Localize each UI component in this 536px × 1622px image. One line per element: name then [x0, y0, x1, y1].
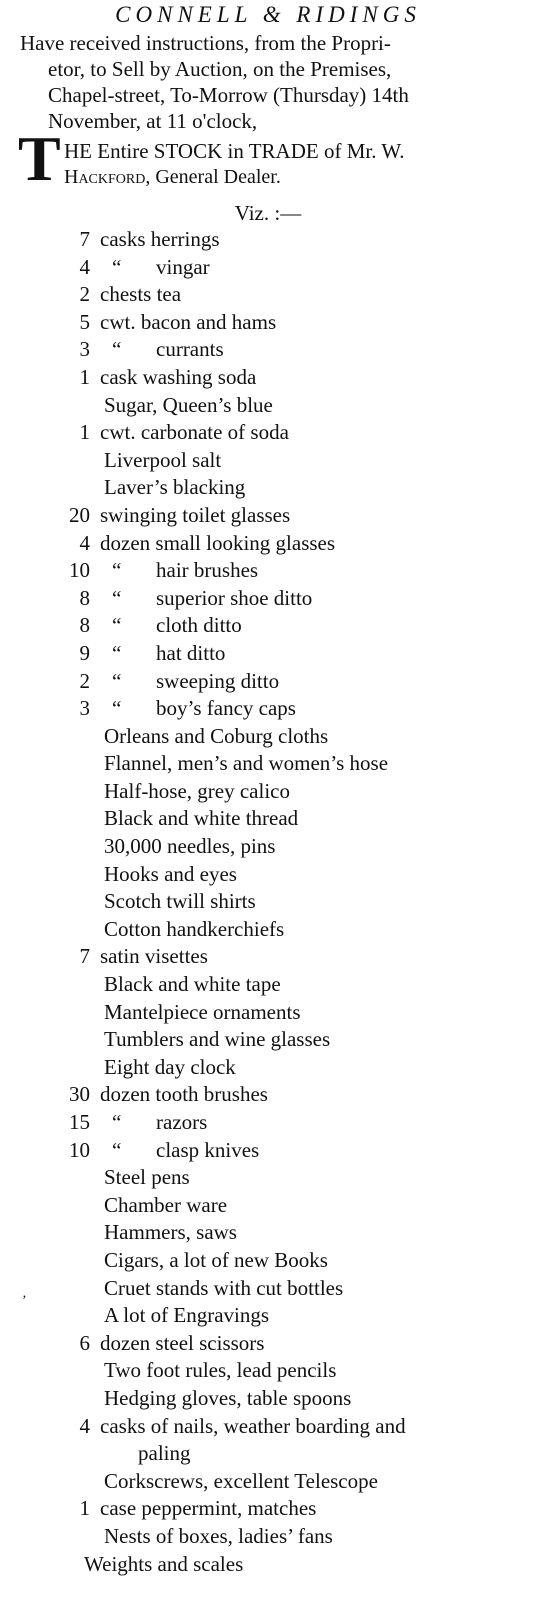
- item-description: swinging toilet glasses: [100, 502, 291, 527]
- list-item: [0, 805, 536, 833]
- list-item: [0, 447, 536, 475]
- item-description: Liverpool salt: [104, 447, 222, 472]
- ditto-mark: “: [112, 696, 122, 721]
- item-description: Flannel, men’s and women’s hose: [104, 751, 389, 776]
- item-quantity: 4: [79, 1413, 90, 1438]
- item-description: Mantelpiece ornaments: [104, 999, 301, 1024]
- intro-line: November, at 11 o'clock,: [48, 109, 258, 133]
- item-quantity: 4: [79, 254, 90, 279]
- item-description: Scotch twill shirts: [104, 889, 256, 914]
- item-description: Orleans and Coburg cloths: [104, 723, 329, 748]
- item-quantity: 4: [79, 530, 90, 555]
- stock-list: [0, 226, 536, 1578]
- list-item: [0, 281, 536, 309]
- item-quantity: 3: [79, 337, 90, 362]
- item-description: Weights and scales: [84, 1551, 244, 1576]
- item-description: cask washing soda: [100, 364, 257, 389]
- list-item: [0, 1081, 536, 1109]
- item-quantity: 1: [79, 420, 90, 445]
- item-quantity: 6: [79, 1330, 90, 1355]
- list-item: [0, 888, 536, 916]
- list-item: [0, 392, 536, 420]
- list-item: [0, 1495, 536, 1523]
- list-item: [0, 1302, 536, 1330]
- item-description: cwt. bacon and hams: [100, 309, 277, 334]
- list-item: [0, 1330, 536, 1358]
- intro-line: Have received instructions, from the Propri-: [20, 31, 391, 55]
- list-item: [0, 668, 536, 696]
- item-description: cwt. carbonate of soda: [100, 420, 289, 445]
- list-item: [0, 336, 536, 364]
- list-item: [0, 861, 536, 889]
- intro-line: etor, to Sell by Auction, on the Premises,: [48, 57, 392, 81]
- list-item: [0, 695, 536, 723]
- item-description: currants: [156, 337, 224, 362]
- list-item: [0, 1413, 536, 1441]
- list-item: [0, 1026, 536, 1054]
- item-description: Laver’s blacking: [104, 475, 246, 500]
- list-item: [0, 943, 536, 971]
- item-quantity: 5: [79, 309, 90, 334]
- item-description: boy’s fancy caps: [156, 696, 296, 721]
- list-item: [0, 1523, 536, 1551]
- ditto-mark: “: [112, 640, 122, 665]
- item-description: cloth ditto: [156, 613, 242, 638]
- drop-cap: T: [18, 123, 61, 194]
- item-quantity: 30: [69, 1082, 90, 1107]
- list-item: [0, 1247, 536, 1275]
- list-item: [0, 1275, 536, 1303]
- list-item: [0, 1164, 536, 1192]
- item-quantity: 8: [79, 613, 90, 638]
- dealer-name: Hackford: [64, 166, 146, 188]
- list-item: [0, 474, 536, 502]
- list-item: [0, 1440, 536, 1468]
- stock-heading-line: [64, 164, 281, 190]
- list-item: [0, 612, 536, 640]
- item-description: Chamber ware: [104, 1192, 228, 1217]
- list-item: [0, 833, 536, 861]
- ditto-mark: “: [112, 1110, 122, 1134]
- list-item: [0, 530, 536, 558]
- list-item: [0, 585, 536, 613]
- list-item: [0, 1219, 536, 1247]
- ditto-mark: “: [112, 254, 122, 279]
- item-description: Black and white tape: [104, 972, 281, 997]
- item-description: satin visettes: [100, 944, 208, 969]
- item-description: dozen steel scissors: [100, 1330, 265, 1355]
- item-description: 30,000 needles, pins: [104, 834, 276, 859]
- item-description: dozen tooth brushes: [100, 1082, 268, 1107]
- auctioneer-name: CONNELL & RIDINGS: [115, 2, 421, 27]
- ditto-mark: “: [112, 337, 122, 362]
- item-quantity: 10: [69, 558, 90, 583]
- intro-line: Chapel-street, To-Morrow (Thursday) 14th: [48, 83, 409, 107]
- ditto-mark: “: [112, 613, 122, 638]
- item-quantity: 1: [79, 1496, 90, 1521]
- list-item: [0, 502, 536, 530]
- list-item: [0, 1357, 536, 1385]
- item-description: vingar: [156, 254, 210, 279]
- item-quantity: 7: [79, 944, 90, 969]
- item-quantity: 15: [69, 1110, 90, 1134]
- item-quantity: 2: [79, 282, 90, 307]
- item-quantity: 2: [79, 668, 90, 693]
- item-description: Cotton handkerchiefs: [104, 916, 285, 941]
- list-item: [0, 778, 536, 806]
- intro-paragraph: [20, 30, 520, 134]
- list-item: [0, 1551, 536, 1579]
- ditto-mark: “: [112, 558, 122, 583]
- item-description: Black and white thread: [104, 806, 299, 831]
- item-description: Sugar, Queen’s blue: [104, 392, 273, 417]
- list-item: [0, 226, 536, 254]
- list-item: [0, 640, 536, 668]
- item-description: razors: [156, 1110, 208, 1134]
- item-description: paling: [138, 1441, 191, 1466]
- item-description: superior shoe ditto: [156, 585, 313, 610]
- list-item: [0, 999, 536, 1027]
- list-item: [0, 723, 536, 751]
- list-item: [0, 557, 536, 585]
- item-description: Steel pens: [104, 1165, 190, 1190]
- list-item: [0, 1385, 536, 1413]
- item-description: casks herrings: [100, 227, 220, 251]
- item-description: Cigars, a lot of new Books: [104, 1247, 328, 1272]
- item-quantity: 10: [69, 1137, 90, 1162]
- item-quantity: 8: [79, 585, 90, 610]
- list-item: [0, 750, 536, 778]
- item-description: dozen small looking glasses: [100, 530, 336, 555]
- list-item: [0, 1468, 536, 1496]
- item-description: Hammers, saws: [104, 1220, 237, 1245]
- ditto-mark: “: [112, 668, 122, 693]
- list-item: [0, 971, 536, 999]
- list-item: [0, 254, 536, 282]
- item-description: Two foot rules, lead pencils: [104, 1358, 337, 1383]
- list-item: [0, 1192, 536, 1220]
- item-quantity: 7: [79, 227, 90, 251]
- item-description: hat ditto: [156, 640, 226, 665]
- item-description: casks of nails, weather boarding and: [100, 1413, 406, 1438]
- stock-heading: [18, 123, 536, 194]
- ditto-mark: “: [112, 1137, 122, 1162]
- item-description: Eight day clock: [104, 1054, 236, 1079]
- stock-heading-line: HE Entire STOCK in TRADE of Mr. W.: [64, 139, 405, 163]
- list-item: [0, 916, 536, 944]
- item-description: Tumblers and wine glasses: [104, 1027, 331, 1052]
- item-description: Corkscrews, excellent Telescope: [104, 1468, 378, 1493]
- item-description: hair brushes: [156, 558, 259, 583]
- item-description: Hooks and eyes: [104, 861, 237, 886]
- item-quantity: 9: [79, 640, 90, 665]
- list-item: [0, 419, 536, 447]
- item-quantity: 3: [79, 696, 90, 721]
- item-description: case peppermint, matches: [100, 1496, 317, 1521]
- item-quantity: 1: [79, 364, 90, 389]
- item-quantity: 20: [69, 502, 90, 527]
- ditto-mark: “: [112, 585, 122, 610]
- item-description: Nests of boxes, ladies’ fans: [104, 1523, 333, 1548]
- item-description: Half-hose, grey calico: [104, 778, 290, 803]
- print-speck: ‚: [22, 1286, 27, 1301]
- item-description: A lot of Engravings: [104, 1303, 270, 1328]
- item-description: Cruet stands with cut bottles: [104, 1275, 344, 1300]
- dealer-title: , General Dealer.: [145, 166, 281, 188]
- item-description: chests tea: [100, 282, 182, 307]
- list-item: [0, 1054, 536, 1082]
- viz-label: Viz. :—: [234, 201, 302, 225]
- list-item: [0, 364, 536, 392]
- item-description: sweeping ditto: [156, 668, 280, 693]
- list-item: [0, 1137, 536, 1165]
- item-description: clasp knives: [156, 1137, 260, 1162]
- list-item: [0, 309, 536, 337]
- list-item: [0, 1109, 536, 1137]
- item-description: Hedging gloves, table spoons: [104, 1385, 352, 1410]
